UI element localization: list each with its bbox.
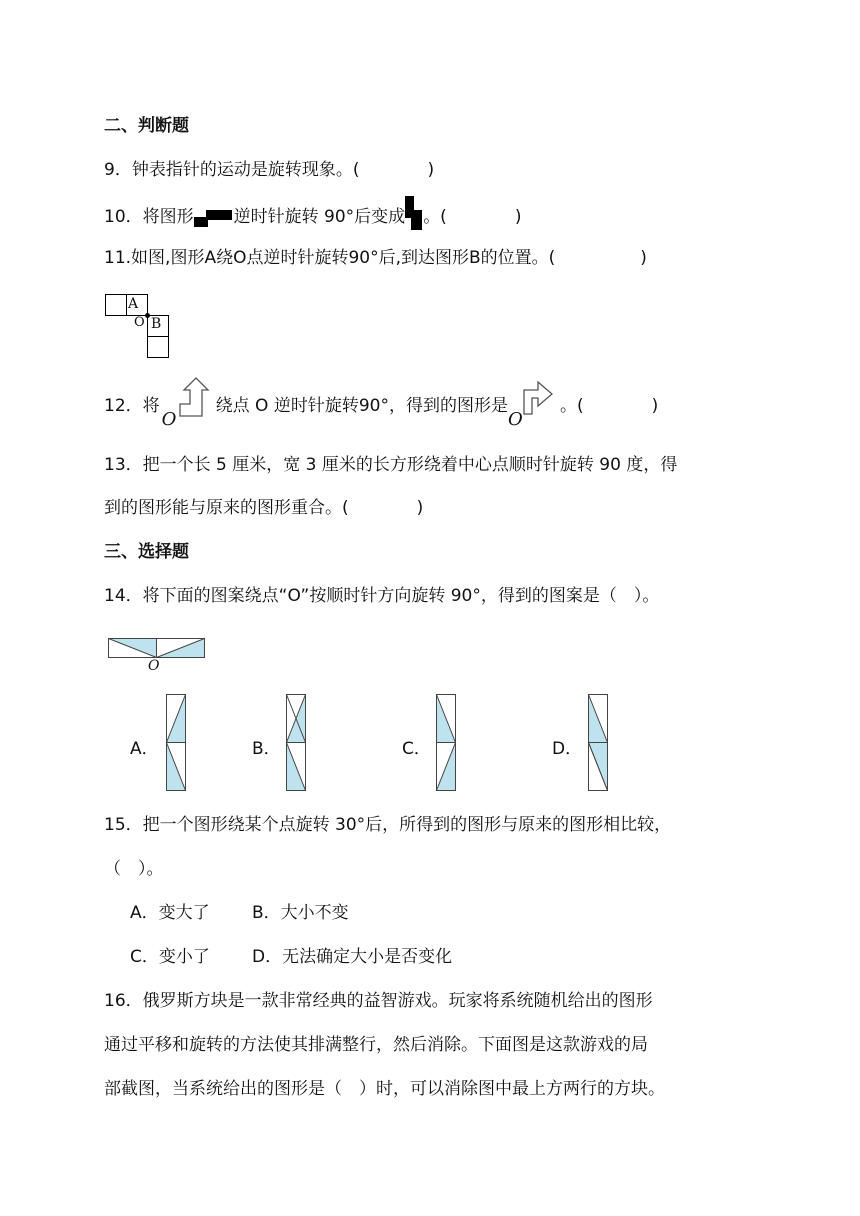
question-15-line-1: 15．把一个图形绕某个点旋转 30°后，所得到的图形与原来的图形相比较， — [104, 815, 672, 835]
option-c-figure[interactable] — [436, 694, 458, 792]
question-12-before: 12．将 — [104, 396, 160, 416]
option-c-label[interactable]: C． — [402, 739, 431, 759]
question-13-line-2: 到的图形能与原来的图形重合。( ) — [104, 498, 424, 518]
option-d-label[interactable]: D． — [552, 739, 583, 759]
question-13-line-1: 13．把一个长 5 厘米，宽 3 厘米的长方形绕着中心点顺时针旋转 90 度，得 — [104, 455, 678, 475]
q11-label-o: O — [134, 315, 145, 330]
question-16-line-1: 16．俄罗斯方块是一款非常经典的益智游戏。玩家将系统随机给出的图形 — [104, 991, 653, 1011]
q11-label-a: A — [128, 296, 139, 312]
question-10-before: 10．将图形 — [104, 207, 194, 227]
q12-label-o-result: O — [507, 409, 523, 430]
rotated-l-shape-figure — [405, 202, 423, 232]
option-a-label[interactable]: A． — [130, 739, 159, 759]
section-title-choice: 三、选择题 — [104, 542, 189, 562]
rotated-l-shape-svg — [405, 196, 423, 230]
question-11: 11.如图,图形A绕O点逆时针旋转90°后,到达图形B的位置。( ) — [104, 248, 647, 268]
arrow-shape-original — [160, 394, 216, 430]
arrow-shape-result — [507, 394, 560, 430]
q15-option-d[interactable]: D．无法确定大小是否变化 — [252, 947, 453, 967]
question-10-after: 。( ) — [423, 207, 522, 227]
section-title-judgement: 二、判断题 — [104, 116, 189, 136]
question-10-middle: 逆时针旋转 90°后变成 — [233, 207, 406, 227]
q12-label-o: O — [161, 409, 177, 430]
q14-label-o: O — [148, 658, 160, 674]
q14-original-pattern — [108, 638, 206, 660]
question-16-line-2: 通过平移和旋转的方法使其排满整行，然后消除。下面图是这款游戏的局 — [104, 1035, 648, 1055]
option-b-figure[interactable] — [286, 694, 308, 792]
question-10 — [104, 202, 521, 232]
q15-option-b[interactable]: B．大小不变 — [252, 903, 349, 923]
q15-option-c[interactable]: C．变小了 — [130, 947, 210, 967]
question-12 — [104, 394, 659, 430]
q11-label-b: B — [151, 316, 162, 332]
question-12-after: 。( ) — [559, 396, 659, 416]
question-16-line-3: 部截图，当系统给出的图形是（ ）时，可以消除图中最上方两行的方块。 — [104, 1079, 665, 1099]
option-a-figure[interactable] — [166, 694, 188, 792]
option-b-label[interactable]: B． — [252, 739, 281, 759]
l-shape-figure — [194, 206, 234, 228]
question-14: 14．将下面的图案绕点“O”按顺时针方向旋转 90°，得到的图案是（ ）。 — [104, 586, 660, 606]
question-15-line-2: （ ）。 — [104, 859, 164, 879]
l-shape-svg — [194, 206, 234, 228]
question-12-middle: 绕点 O 逆时针旋转90°，得到的图形是 — [215, 396, 508, 416]
question-9: 9．钟表指针的运动是旋转现象。( ) — [104, 160, 435, 180]
q15-option-a[interactable]: A．变大了 — [130, 903, 210, 923]
option-d-figure[interactable] — [588, 694, 610, 792]
